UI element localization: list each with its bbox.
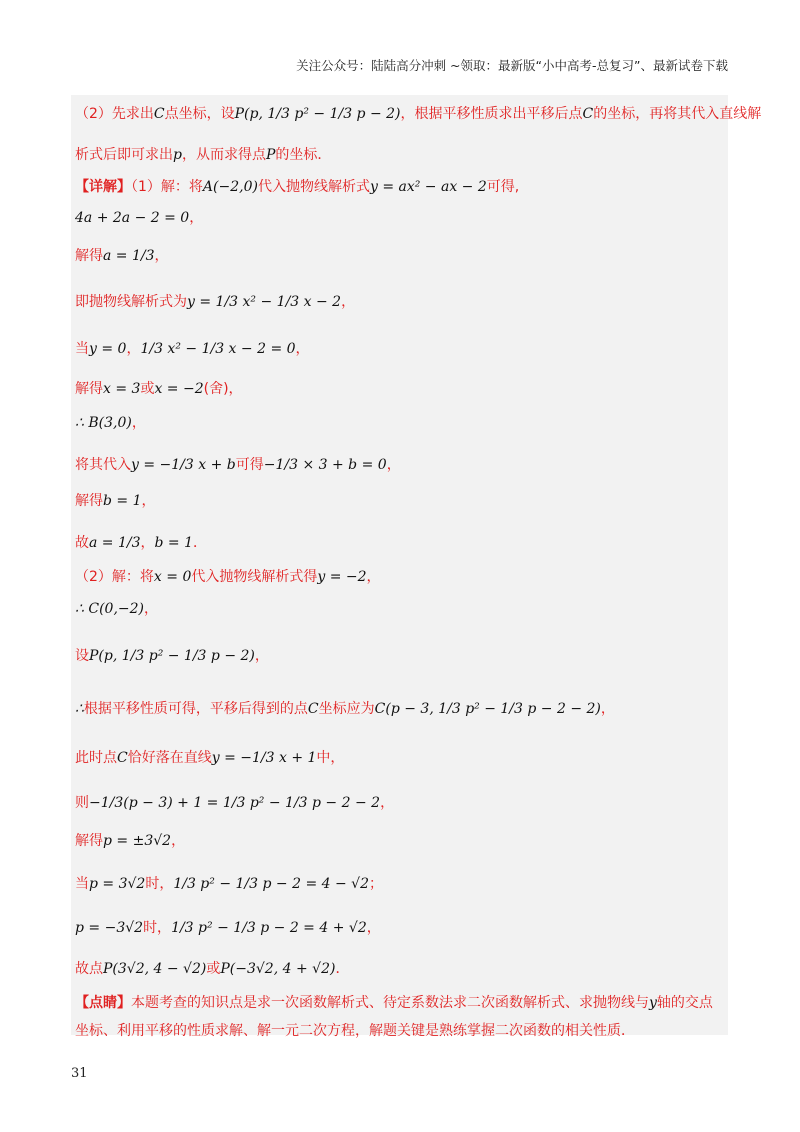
text-line: ∴ C(0,−2)，: [75, 601, 158, 617]
text-line: （2）先求出C点坐标，设P(p, 1/3 p² − 1/3 p − 2)，根据平移性质求出平移后点C的坐标，再将其代入直线解: [75, 106, 762, 122]
text-line: 则−1/3(p − 3) + 1 = 1/3 p² − 1/3 p − 2 − 2，: [75, 795, 395, 811]
text-line: 故a = 1/3，b = 1．: [75, 535, 208, 551]
page-number: 31: [71, 1066, 88, 1081]
solution-content: [71, 95, 762, 1039]
text-line: 解得b = 1，: [75, 493, 156, 509]
text-line: 此时点C恰好落在直线y = −1/3 x + 1中，: [75, 750, 345, 766]
text-line: 【点睛】本题考查的知识点是求一次函数解析式、待定系数法求二次函数解析式、求抛物线与y轴的交点: [75, 995, 713, 1011]
text-line: p = −3√2时，1/3 p² − 1/3 p − 2 = 4 + √2，: [75, 920, 381, 936]
text-line: 解得a = 1/3，: [75, 248, 169, 264]
text-line: 当y = 0，1/3 x² − 1/3 x − 2 = 0，: [75, 341, 310, 357]
text-line: 故点P(3√2, 4 − √2)或P(−3√2, 4 + √2)．: [75, 961, 350, 977]
text-line: 当p = 3√2时，1/3 p² − 1/3 p − 2 = 4 − √2；: [75, 876, 383, 892]
text-line: 析式后即可求出p，从而求得点P的坐标．: [75, 147, 332, 163]
text-line: 4a + 2a − 2 = 0，: [75, 210, 204, 226]
text-line: 将其代入y = −1/3 x + b可得−1/3 × 3 + b = 0，: [75, 457, 401, 473]
page-header: 关注公众号：陆陆高分冲刺 ~领取：最新版“小中高考-总复习”、最新试卷下载: [296, 58, 728, 73]
text-line: 解得p = ±3√2，: [75, 833, 186, 849]
text-line: 【详解】（1）解：将A(−2,0)代入抛物线解析式y = ax² − ax − 2可得,: [75, 179, 520, 195]
text-line: 设P(p, 1/3 p² − 1/3 p − 2)，: [75, 648, 269, 664]
text-line: ∴ B(3,0)，: [75, 415, 146, 431]
text-line: 坐标、利用平移的性质求解、解一元二次方程，解题关键是熟练掌握二次函数的相关性质．: [75, 1023, 635, 1039]
text-line: （2）解：将x = 0代入抛物线解析式得y = −2，: [75, 569, 381, 585]
text-line: ∴根据平移性质可得，平移后得到的点C坐标应为C(p − 3, 1/3 p² − 1/3 p − 2 − 2)，: [75, 701, 615, 717]
text-line: 解得x = 3或x = −2(舍)，: [75, 381, 243, 397]
text-line: 即抛物线解析式为y = 1/3 x² − 1/3 x − 2，: [75, 294, 356, 310]
